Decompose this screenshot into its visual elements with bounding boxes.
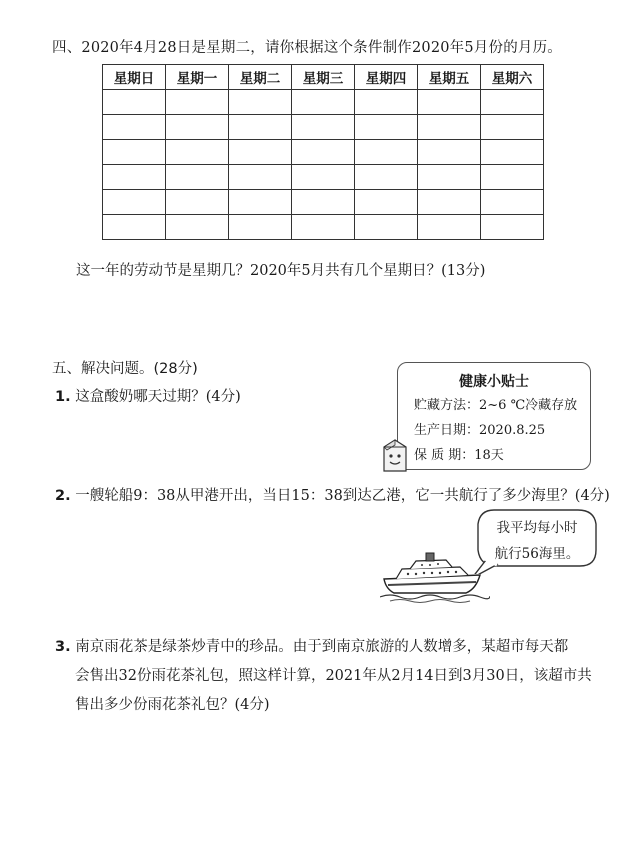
calendar-cell[interactable]	[229, 215, 292, 240]
calendar-cell[interactable]	[292, 190, 355, 215]
calendar-cell[interactable]	[166, 90, 229, 115]
calendar-cell[interactable]	[103, 215, 166, 240]
header-thursday: 星期四	[355, 65, 418, 90]
calendar-cell[interactable]	[355, 215, 418, 240]
tip-production-date: 生产日期：2020.8.25	[414, 423, 546, 438]
calendar-row	[103, 190, 544, 215]
question-1-text: 这盒酸奶哪天过期？(4分)	[75, 389, 241, 405]
calendar-header-row	[103, 65, 544, 90]
question-2	[55, 484, 610, 505]
calendar-cell[interactable]	[229, 90, 292, 115]
calendar-cell[interactable]	[166, 215, 229, 240]
calendar-cell[interactable]	[481, 165, 544, 190]
calendar-cell[interactable]	[229, 115, 292, 140]
calendar-cell[interactable]	[481, 215, 544, 240]
calendar-cell[interactable]	[103, 115, 166, 140]
tip-title: 健康小贴士	[459, 374, 529, 390]
calendar-row	[103, 165, 544, 190]
question-2-number: 2.	[55, 488, 71, 504]
calendar-cell[interactable]	[355, 165, 418, 190]
header-sunday: 星期日	[103, 65, 166, 90]
calendar-cell[interactable]	[418, 115, 481, 140]
calendar-cell[interactable]	[229, 140, 292, 165]
calendar-cell[interactable]	[481, 115, 544, 140]
calendar-cell[interactable]	[418, 165, 481, 190]
tip-storage: 贮藏方法：2~6 ℃冷藏存放	[414, 398, 578, 413]
speech-bubble	[472, 504, 602, 574]
calendar-cell[interactable]	[418, 190, 481, 215]
question-3-line-1	[55, 635, 568, 656]
calendar-cell[interactable]	[292, 140, 355, 165]
header-saturday: 星期六	[481, 65, 544, 90]
bubble-line-2: 航行56海里。	[494, 546, 580, 562]
calendar-cell[interactable]	[292, 90, 355, 115]
header-wednesday: 星期三	[292, 65, 355, 90]
question-2-text: 一艘轮船9：38从甲港开出，当日15：38到达乙港，它一共航行了多少海里？(4分)	[75, 488, 610, 504]
section5-title: 五、解决问题。(28分)	[52, 361, 198, 377]
header-friday: 星期五	[418, 65, 481, 90]
calendar-cell[interactable]	[292, 115, 355, 140]
section4-question: 这一年的劳动节是星期几？2020年5月共有几个星期日？(13分)	[76, 263, 486, 279]
question-3-line-3: 售出多少份雨花茶礼包？(4分)	[75, 697, 270, 713]
calendar-cell[interactable]	[229, 165, 292, 190]
health-tip-box	[397, 362, 591, 470]
calendar-cell[interactable]	[292, 215, 355, 240]
calendar-cell[interactable]	[292, 165, 355, 190]
calendar-cell[interactable]	[229, 190, 292, 215]
question-1	[55, 385, 241, 406]
tip-shelf-life: 保 质 期：18天	[414, 448, 504, 463]
calendar-cell[interactable]	[481, 190, 544, 215]
calendar-cell[interactable]	[103, 190, 166, 215]
calendar-cell[interactable]	[166, 140, 229, 165]
calendar-cell[interactable]	[481, 140, 544, 165]
calendar-cell[interactable]	[355, 115, 418, 140]
calendar-cell[interactable]	[355, 140, 418, 165]
bubble-line-1: 我平均每小时	[496, 520, 578, 536]
calendar-cell[interactable]	[481, 90, 544, 115]
section4-title: 四、2020年4月28日是星期二，请你根据这个条件制作2020年5月份的月历。	[52, 40, 563, 56]
calendar-cell[interactable]	[355, 190, 418, 215]
cruise-ship-icon	[380, 545, 490, 603]
question-3-text-1: 南京雨花茶是绿茶炒青中的珍品。由于到南京旅游的人数增多，某超市每天都	[75, 639, 569, 655]
calendar-cell[interactable]	[103, 140, 166, 165]
calendar-cell[interactable]	[418, 140, 481, 165]
calendar-row	[103, 115, 544, 140]
calendar-table	[102, 64, 544, 240]
question-3-number: 3.	[55, 639, 71, 655]
calendar-cell[interactable]	[103, 165, 166, 190]
calendar-cell[interactable]	[166, 165, 229, 190]
calendar-cell[interactable]	[418, 90, 481, 115]
yogurt-carton-icon	[381, 437, 409, 473]
question-3-line-2: 会售出32份雨花茶礼包，照这样计算，2021年从2月14日到3月30日，该超市共	[75, 668, 592, 684]
question-1-number: 1.	[55, 389, 71, 405]
calendar-row	[103, 140, 544, 165]
calendar-cell[interactable]	[166, 190, 229, 215]
calendar-cell[interactable]	[166, 115, 229, 140]
header-monday: 星期一	[166, 65, 229, 90]
calendar-cell[interactable]	[103, 90, 166, 115]
calendar-cell[interactable]	[418, 215, 481, 240]
calendar-row	[103, 215, 544, 240]
calendar-cell[interactable]	[355, 90, 418, 115]
speech-bubble-shape	[472, 504, 602, 574]
calendar-row	[103, 90, 544, 115]
header-tuesday: 星期二	[229, 65, 292, 90]
